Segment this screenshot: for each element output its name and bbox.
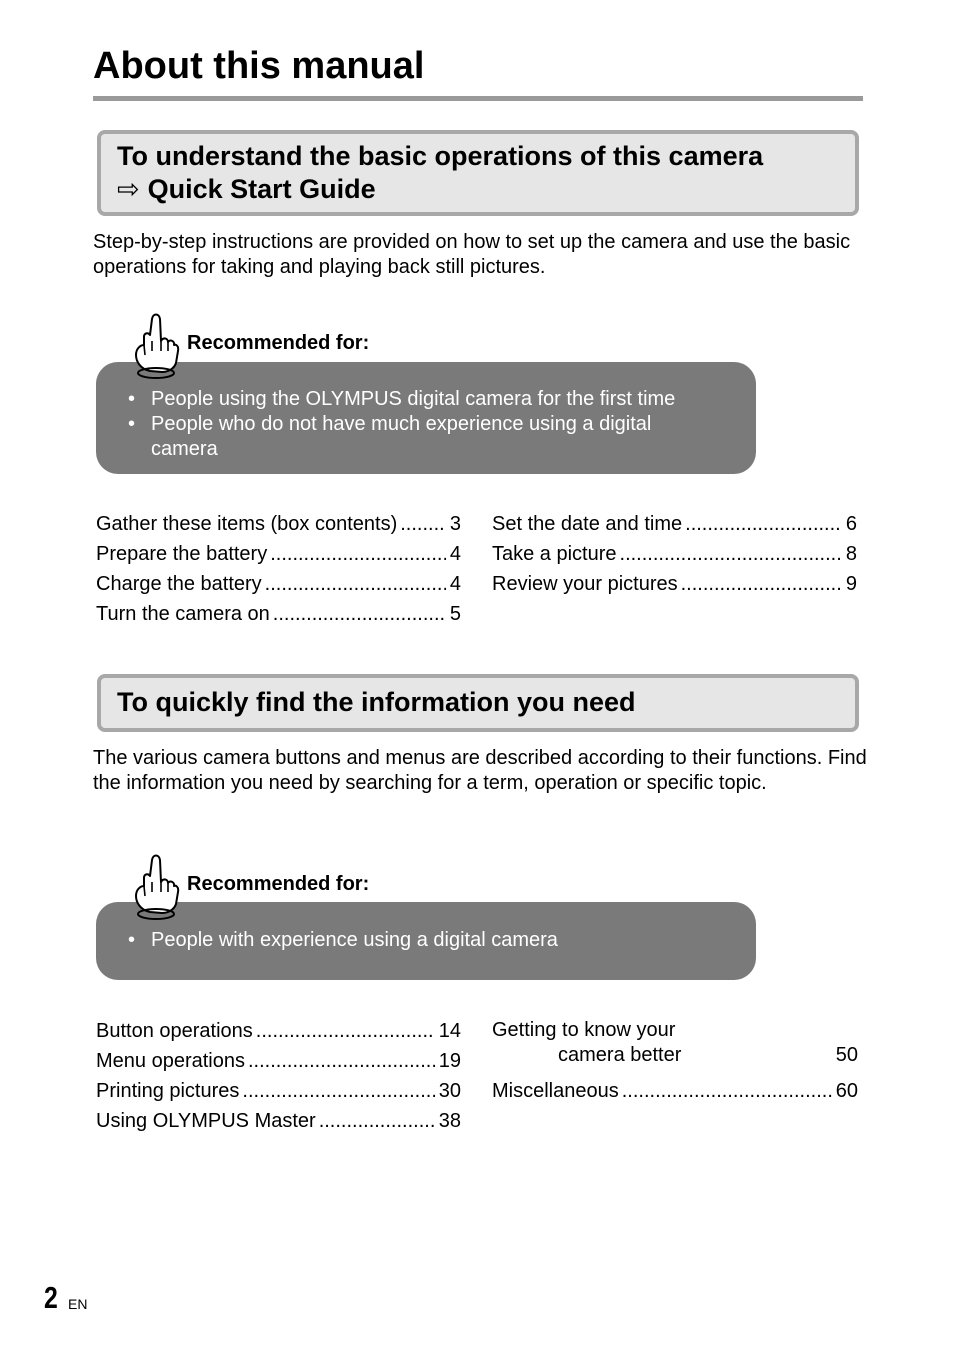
section2-recommended-panel — [96, 902, 756, 980]
toc-entry[interactable]: Gather these items (box contents) ..... 3 — [96, 509, 461, 539]
section1-intro: Step-by-step instructions are provided on how to set up the camera and use the basic operations for taking and playing back still pictures. — [93, 231, 851, 278]
section1-recommended-label: Recommended for: — [187, 332, 370, 354]
toc-entry[interactable]: Prepare the battery ..... 4 — [96, 539, 461, 569]
section1-heading — [101, 134, 855, 206]
list-item: • People using the OLYMPUS digital camera for the first time — [96, 387, 756, 412]
section2-recommended-label: Recommended for: — [187, 873, 370, 895]
toc-entry[interactable]: Using OLYMPUS Master ..... 38 — [96, 1106, 461, 1136]
quick-start-guide-link: Quick Start Guide — [147, 174, 376, 204]
section1-toc-left — [96, 509, 461, 629]
right-arrow-icon: ⇨ — [117, 174, 140, 204]
list-item: • People with experience using a digital camera — [96, 928, 756, 953]
toc-entry[interactable]: Charge the battery ..... 4 — [96, 569, 461, 599]
section2-recommended-list — [96, 902, 756, 953]
toc-entry[interactable]: Button operations ..... 14 — [96, 1016, 461, 1046]
toc-entry[interactable]: Miscellaneous ..... 60 — [492, 1076, 858, 1106]
section1-recommended-list — [96, 362, 756, 462]
section2-heading: To quickly find the information you need — [117, 687, 636, 717]
toc-entry[interactable]: Menu operations ..... 19 — [96, 1046, 461, 1076]
pointing-hand-icon — [128, 852, 184, 926]
toc-entry[interactable]: Getting to know your camera better 50 — [492, 1019, 858, 1066]
section1-heading-box — [97, 130, 859, 216]
pointing-hand-icon — [128, 311, 184, 385]
toc-entry[interactable]: Turn the camera on ..... 5 — [96, 599, 461, 629]
section1-toc-right — [492, 509, 857, 599]
toc-entry[interactable]: Review your pictures ..... 9 — [492, 569, 857, 599]
title-divider — [93, 96, 863, 101]
list-item: • People who do not have much experience using a digital camera — [96, 412, 756, 462]
page-language: EN — [68, 1296, 88, 1312]
section2-toc-left — [96, 1016, 461, 1136]
section1-heading-line1: To understand the basic operations of this camera — [117, 141, 764, 171]
page-title: About this manual — [93, 45, 425, 87]
page-number: 2 — [44, 1280, 58, 1315]
toc-entry[interactable]: Take a picture ..... 8 — [492, 539, 857, 569]
section1-recommended-panel — [96, 362, 756, 474]
section2-toc-right — [492, 1018, 858, 1106]
section2-intro: The various camera buttons and menus are described according to their functions. Find the information you need by searching for a term, operation or specific topic. — [93, 747, 867, 794]
toc-entry[interactable]: Set the date and time ..... 6 — [492, 509, 857, 539]
toc-entry[interactable]: Printing pictures ..... 30 — [96, 1076, 461, 1106]
section2-heading-box — [97, 674, 859, 732]
